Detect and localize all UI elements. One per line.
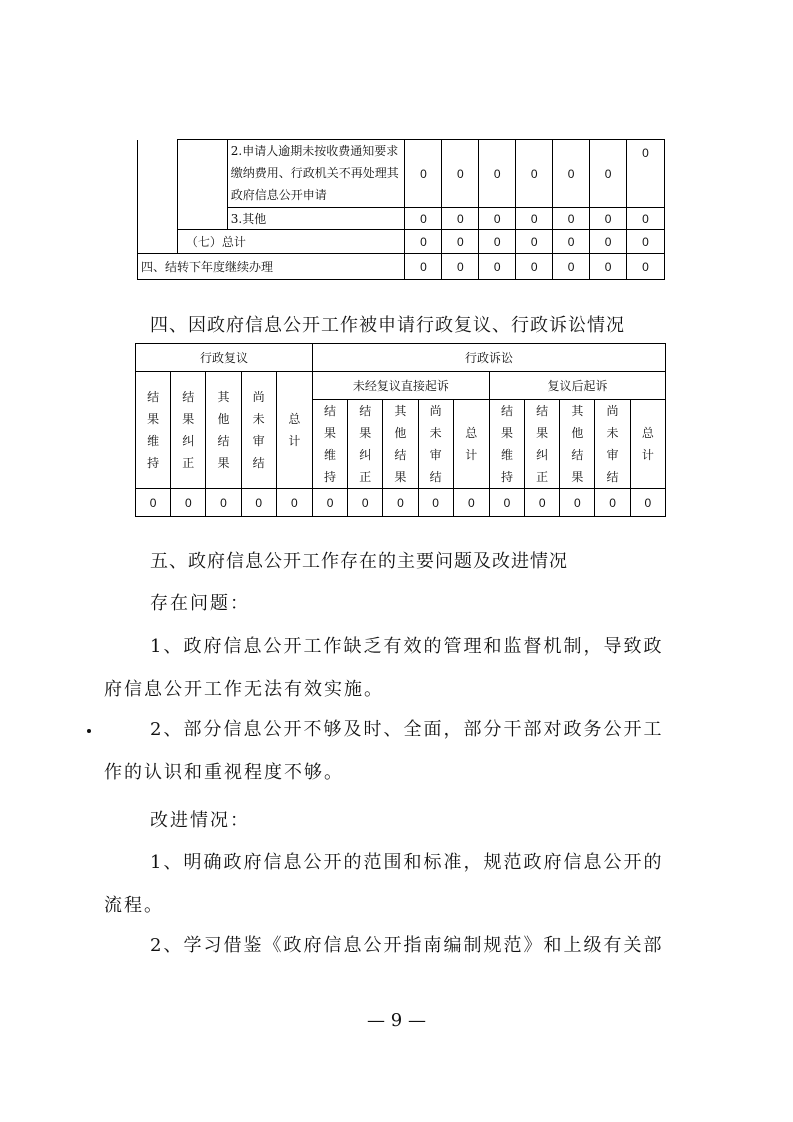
column-header: 总 计 xyxy=(453,400,489,489)
value-cell: 0 xyxy=(525,489,560,517)
column-header: 总 计 xyxy=(276,372,312,489)
value-cell: 0 xyxy=(348,489,383,517)
value-cell: 0 xyxy=(553,254,590,280)
value-cell: 0 xyxy=(442,230,479,254)
value-cell: 0 xyxy=(590,140,627,208)
value-cell: 0 xyxy=(516,230,553,254)
value-cell: 0 xyxy=(479,254,516,280)
value-cell: 0 xyxy=(590,230,627,254)
problem1-line2: 府信息公开工作无法有效实施。 xyxy=(104,679,384,700)
value-cell: 0 xyxy=(516,140,553,208)
disclosure-continuation-table xyxy=(137,139,665,280)
value-cell: 0 xyxy=(553,208,590,230)
value-cell: 0 xyxy=(553,140,590,208)
value-cell: 0 xyxy=(479,208,516,230)
value-cell: 0 xyxy=(489,489,524,517)
column-header: 尚 未 审 结 xyxy=(418,400,453,489)
row-label-total: （七）总计 xyxy=(177,230,405,254)
column-header: 结 果 纠 正 xyxy=(171,372,206,489)
value-cell: 0 xyxy=(560,489,595,517)
value-cell: 0 xyxy=(276,489,312,517)
value-cell: 0 xyxy=(405,208,442,230)
problem2-line1: 2、部分信息公开不够及时、全面，部分干部对政务公开工 xyxy=(150,719,664,740)
column-header: 结 果 维 持 xyxy=(136,372,171,489)
value-cell: 0 xyxy=(627,208,665,230)
value-cell: 0 xyxy=(442,254,479,280)
value-cell: 0 xyxy=(630,489,665,517)
section5-heading: 五、政府信息公开工作存在的主要问题及改进情况 xyxy=(150,551,568,572)
value-cell: 0 xyxy=(627,140,665,208)
page-number: — 9 — xyxy=(367,1010,426,1031)
after-review-header: 复议后起诉 xyxy=(489,372,665,400)
value-cell: 0 xyxy=(442,140,479,208)
column-header: 其 他 结 果 xyxy=(206,372,241,489)
column-header: 结 果 维 持 xyxy=(312,400,347,489)
value-cell: 0 xyxy=(171,489,206,517)
column-header: 总 计 xyxy=(630,400,665,489)
problem1-line1: 1、政府信息公开工作缺乏有效的管理和监督机制，导致政 xyxy=(150,636,664,657)
row-label-carry-over: 四、结转下年度继续办理 xyxy=(138,254,405,280)
value-cell: 0 xyxy=(516,208,553,230)
improve2-line1: 2、学习借鉴《政府信息公开指南编制规范》和上级有关部 xyxy=(150,935,664,956)
improve1-line2: 流程。 xyxy=(104,895,164,916)
problem2-line2: 作的认识和重视程度不够。 xyxy=(104,762,344,783)
blank-cell xyxy=(138,140,178,254)
column-header: 尚 未 审 结 xyxy=(595,400,630,489)
row-label-item2: 2.申请人逾期未按收费通知要求缴纳费用、行政机关不再处理其政府信息公开申请 xyxy=(227,140,405,208)
value-cell: 0 xyxy=(418,489,453,517)
value-cell: 0 xyxy=(405,230,442,254)
value-cell: 0 xyxy=(405,254,442,280)
column-header: 其 他 结 果 xyxy=(560,400,595,489)
value-cell: 0 xyxy=(453,489,489,517)
column-header: 结 果 纠 正 xyxy=(525,400,560,489)
value-cell: 0 xyxy=(516,254,553,280)
value-cell: 0 xyxy=(442,208,479,230)
value-cell: 0 xyxy=(590,254,627,280)
admin-review-header: 行政复议 xyxy=(136,344,313,372)
blank-cell xyxy=(177,140,227,230)
value-cell: 0 xyxy=(136,489,171,517)
bullet-dot xyxy=(87,729,91,733)
value-cell: 0 xyxy=(405,140,442,208)
value-cell: 0 xyxy=(479,230,516,254)
column-header: 结 果 维 持 xyxy=(489,400,524,489)
value-cell: 0 xyxy=(312,489,347,517)
value-cell: 0 xyxy=(627,254,665,280)
value-cell: 0 xyxy=(553,230,590,254)
value-cell: 0 xyxy=(595,489,630,517)
row-label-item3: 3.其他 xyxy=(227,208,405,230)
value-cell: 0 xyxy=(627,230,665,254)
column-header: 其 他 结 果 xyxy=(383,400,418,489)
improve-label: 改进情况： xyxy=(150,810,250,831)
admin-litigation-header: 行政诉讼 xyxy=(312,344,665,372)
improve1-line1: 1、明确政府信息公开的范围和标准，规范政府信息公开的 xyxy=(150,852,664,873)
direct-suit-header: 未经复议直接起诉 xyxy=(312,372,489,400)
value-cell: 0 xyxy=(206,489,241,517)
value-cell: 0 xyxy=(479,140,516,208)
section4-heading: 四、因政府信息公开工作被申请行政复议、行政诉讼情况 xyxy=(150,315,625,336)
column-header: 尚 未 审 结 xyxy=(241,372,276,489)
value-cell: 0 xyxy=(241,489,276,517)
column-header: 结 果 纠 正 xyxy=(348,400,383,489)
problems-label: 存在问题： xyxy=(150,593,250,614)
review-litigation-table xyxy=(135,343,666,517)
value-cell: 0 xyxy=(590,208,627,230)
value-cell: 0 xyxy=(383,489,418,517)
